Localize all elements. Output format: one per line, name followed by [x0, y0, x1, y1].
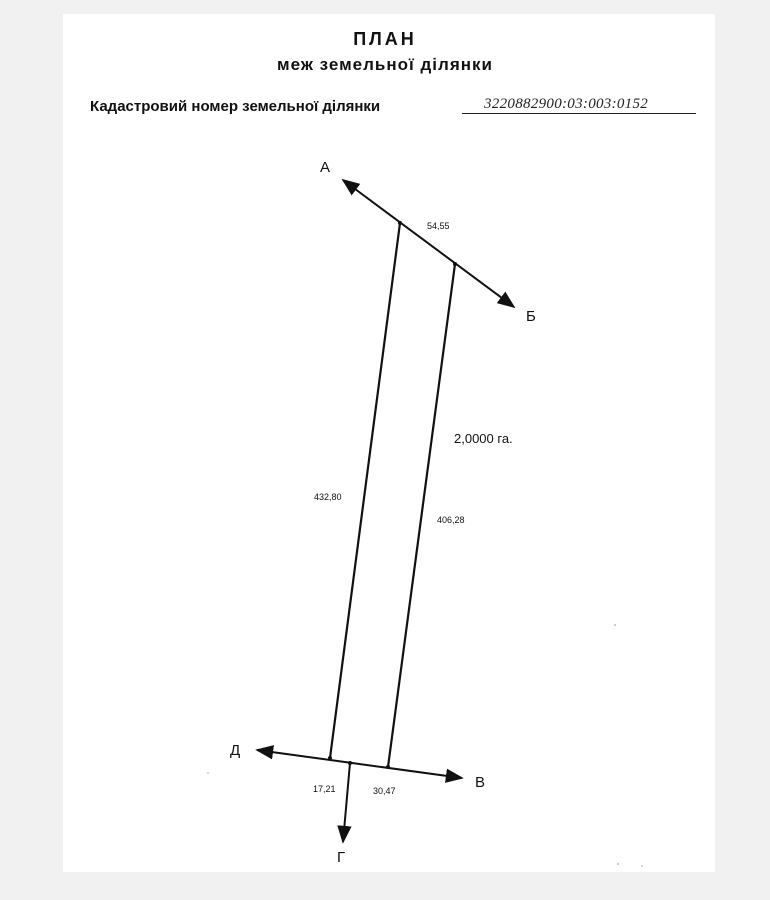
dimension-bottom-right: 30,47 — [373, 786, 396, 796]
parcel-area-label: 2,0000 га. — [454, 431, 513, 446]
cadastral-number: 3220882900:03:003:0152 — [462, 96, 696, 114]
document-title: ПЛАН — [353, 29, 417, 49]
scan-speck — [614, 624, 616, 626]
neighbor-line-g — [343, 763, 350, 842]
neighbor-line-a-b — [343, 180, 514, 307]
scan-speck — [617, 863, 619, 865]
boundary-point — [348, 761, 352, 765]
scan-speck — [207, 772, 209, 774]
document-subtitle: меж земельної ділянки — [277, 55, 493, 74]
dimension-right-side: 406,28 — [437, 515, 465, 525]
neighbor-line-d-v — [257, 750, 462, 778]
neighbor-label-g: Г — [337, 849, 346, 866]
neighbor-label-v: В — [475, 774, 486, 791]
boundary-point — [453, 262, 457, 266]
cadastral-label: Кадастровий номер земельної ділянки — [90, 98, 381, 115]
dimension-bottom-left: 17,21 — [313, 784, 336, 794]
dimension-left-side: 432,80 — [314, 492, 342, 502]
parcel-boundary-left — [330, 223, 400, 758]
dimension-top: 54,55 — [427, 221, 450, 231]
scan-speck — [641, 865, 643, 867]
boundary-point — [398, 221, 402, 225]
boundary-point — [386, 765, 390, 769]
neighbor-label-a: А — [320, 159, 331, 176]
boundary-point — [328, 756, 332, 760]
neighbor-label-b: Б — [526, 308, 536, 325]
neighbor-label-d: Д — [230, 742, 241, 759]
